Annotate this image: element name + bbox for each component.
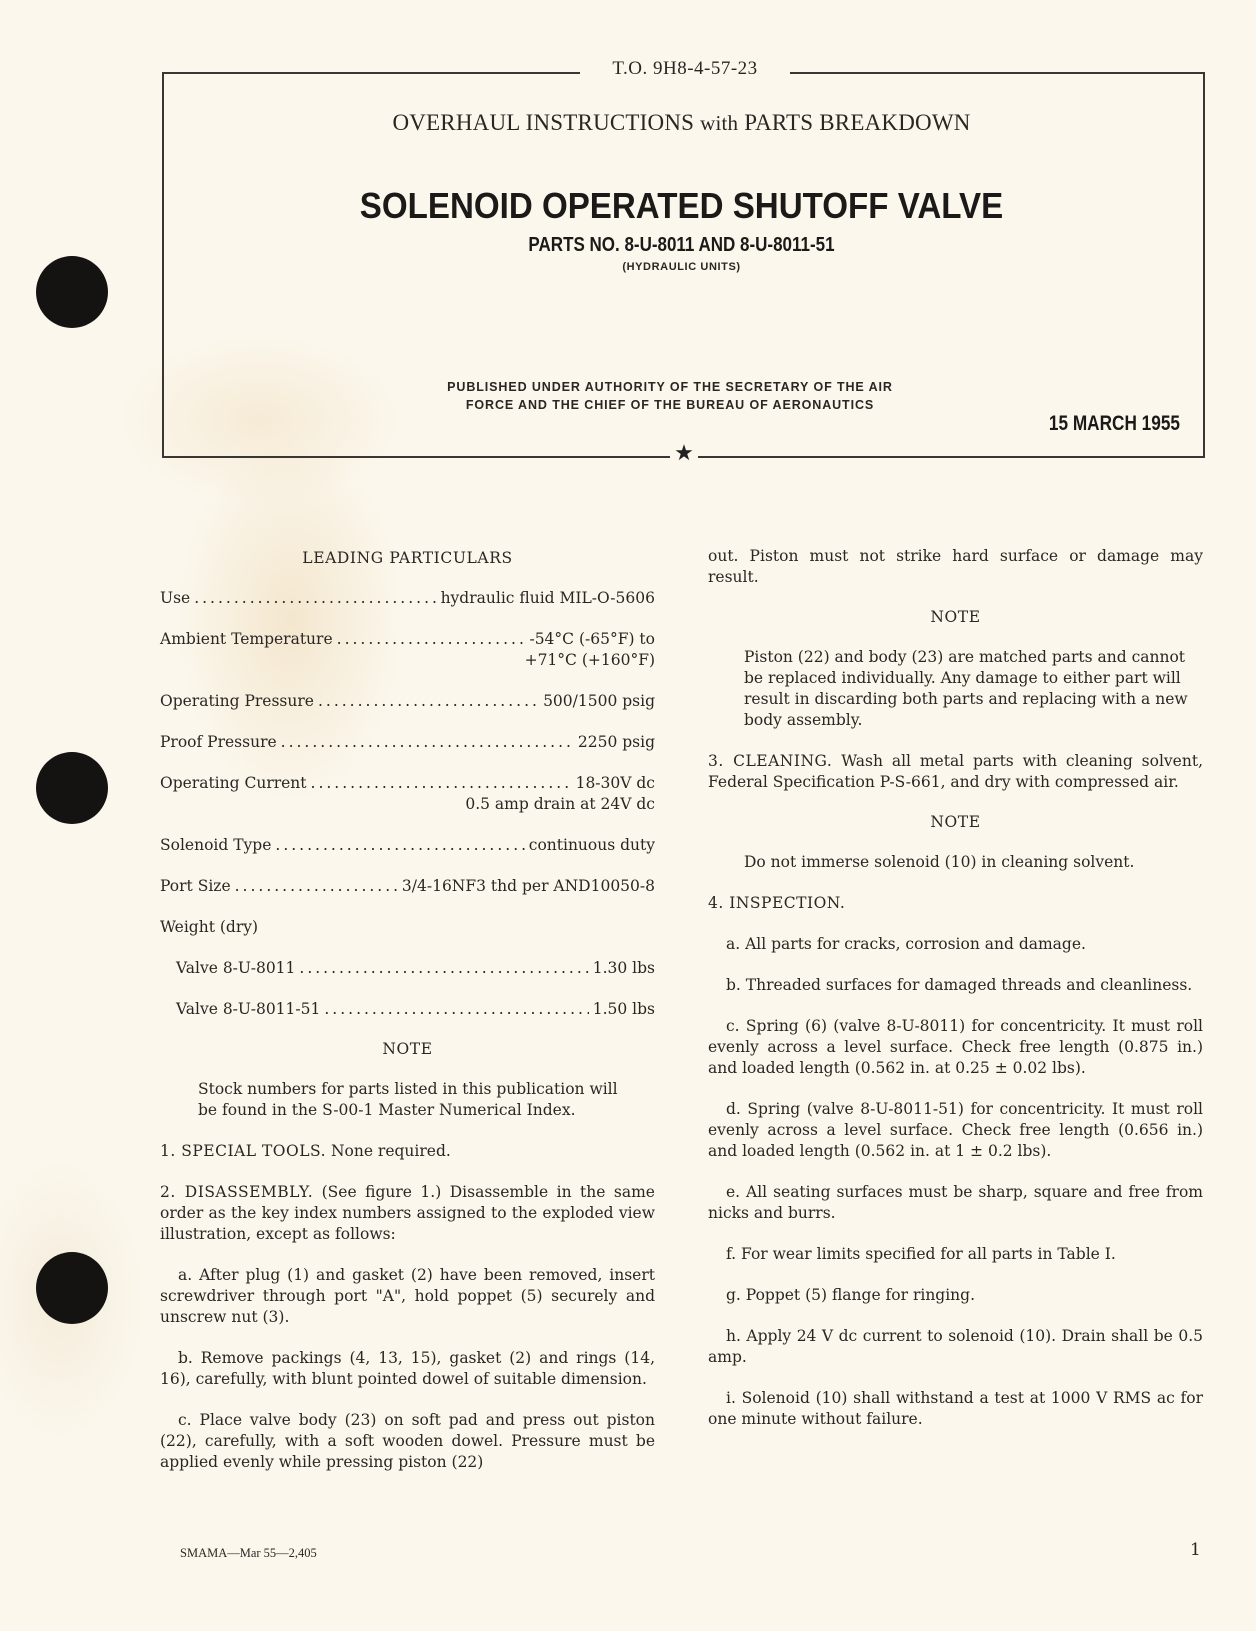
disassembly-step-b: b. Remove packings (4, 13, 15), gasket (2) and rings (14, 16), carefully, with blunt pointed dowel of suitable dimension.	[160, 1349, 655, 1388]
disassembly-step-c-continued: out. Piston must not strike hard surface or damage may result.	[708, 547, 1203, 586]
authority-line-1: PUBLISHED UNDER AUTHORITY OF THE SECRETARY OF THE AIR	[447, 380, 893, 394]
note-heading: NOTE	[930, 608, 981, 626]
authority-statement	[420, 378, 920, 414]
spec-row-ambient-temperature-cont: +71°C (+160°F)	[524, 651, 655, 669]
left-column	[160, 548, 655, 1473]
spec-row-weight-8011: Valve 8-U-8011 ..... 1.30 lbs	[160, 958, 655, 979]
parts-number: PARTS NO. 8-U-8011 AND 8-U-8011-51	[528, 234, 835, 256]
spec-row-proof-pressure: Proof Pressure ..... 2250 psig	[160, 732, 655, 753]
spec-row-use: Use ..... hydraulic fluid MIL-O-5606	[160, 588, 655, 609]
spec-row-operating-pressure: Operating Pressure ..... 500/1500 psig	[160, 691, 655, 712]
inspection-step-b: b. Threaded surfaces for damaged threads and cleanliness.	[726, 976, 1193, 994]
section-special-tools: 1. SPECIAL TOOLS. None required.	[160, 1142, 451, 1160]
note-heading: NOTE	[930, 813, 981, 831]
inspection-step-h: h. Apply 24 V dc current to solenoid (10). Drain shall be 0.5 amp.	[708, 1327, 1203, 1366]
section-cleaning: 3. CLEANING. Wash all metal parts with cleaning solvent, Federal Specification P-S-661, and dry with compressed air.	[708, 752, 1203, 791]
spec-row-solenoid-type: Solenoid Type ..... continuous duty	[160, 835, 655, 856]
inspection-step-c: c. Spring (6) (valve 8-U-8011) for concentricity. It must roll evenly across a level surface. Check free length (0.875 in.) and loaded length (0.562 in. at 0.25 ± 0.02 lbs).	[708, 1017, 1203, 1077]
subtitle: (HYDRAULIC UNITS)	[622, 261, 741, 273]
punch-hole	[36, 752, 108, 824]
spec-row-port-size: Port Size ..... 3/4-16NF3 thd per AND10050-8	[160, 876, 655, 897]
inspection-step-g: g. Poppet (5) flange for ringing.	[726, 1286, 976, 1304]
note-text: Stock numbers for parts listed in this publication will be found in the S-00-1 Master Numerical Index.	[198, 1080, 618, 1119]
leading-particulars-heading: LEADING PARTICULARS	[302, 549, 513, 567]
print-code: SMAMA—Mar 55—2,405	[180, 1546, 317, 1560]
overhaul-title-part1: OVERHAUL INSTRUCTIONS	[392, 110, 695, 135]
spec-row-operating-current-cont: 0.5 amp drain at 24V dc	[465, 795, 655, 813]
note-heading: NOTE	[382, 1040, 433, 1058]
overhaul-title-part2: PARTS BREAKDOWN	[744, 110, 971, 135]
overhaul-title-with: with	[700, 111, 739, 135]
punch-hole	[36, 1252, 108, 1324]
note-text: Do not immerse solenoid (10) in cleaning solvent.	[744, 853, 1135, 871]
spec-row-weight-8011-51: Valve 8-U-8011-51 ..... 1.50 lbs	[160, 999, 655, 1020]
star-icon: ★	[670, 440, 698, 468]
right-column	[708, 546, 1203, 1430]
weight-label: Weight (dry)	[160, 918, 259, 936]
section-disassembly: 2. DISASSEMBLY. (See figure 1.) Disassemble in the same order as the key index numbers assigned to the exploded view illustration, except as follows:	[160, 1183, 655, 1243]
authority-line-2: FORCE AND THE CHIEF OF THE BUREAU OF AERONAUTICS	[465, 398, 875, 412]
inspection-step-e: e. All seating surfaces must be sharp, square and free from nicks and burrs.	[708, 1183, 1203, 1222]
note-text: Piston (22) and body (23) are matched parts and cannot be replaced individually. Any damage to either part will result in discarding both parts and replacing with a new body assembly.	[744, 648, 1188, 729]
technical-order-number: T.O. 9H8-4-57-23	[612, 58, 758, 79]
disassembly-step-c: c. Place valve body (23) on soft pad and press out piston (22), carefully, with a soft wooden dowel. Pressure must be applied evenly while pressing piston (22)	[160, 1411, 655, 1471]
page-number: 1	[1190, 1540, 1201, 1560]
disassembly-step-a: a. After plug (1) and gasket (2) have been removed, insert screwdriver through port "A", hold poppet (5) securely and unscrew nut (3).	[160, 1266, 655, 1326]
publication-date: 15 MARCH 1955	[1048, 412, 1180, 435]
page-title: SOLENOID OPERATED SHUTOFF VALVE	[359, 185, 1004, 226]
inspection-step-d: d. Spring (valve 8-U-8011-51) for concentricity. It must roll evenly across a level surface. Check free length (0.656 in.) and loaded length (0.562 in. at 1 ± 0.2 lbs).	[708, 1100, 1203, 1160]
inspection-step-i: i. Solenoid (10) shall withstand a test at 1000 V RMS ac for one minute without failure.	[708, 1389, 1203, 1428]
inspection-step-f: f. For wear limits specified for all parts in Table I.	[726, 1245, 1116, 1263]
document-type-title	[162, 110, 1201, 136]
spec-row-ambient-temperature: Ambient Temperature ..... -54°C (-65°F) to	[160, 629, 655, 650]
section-inspection: 4. INSPECTION.	[708, 894, 846, 912]
spec-row-operating-current: Operating Current ..... 18-30V dc	[160, 773, 655, 794]
punch-hole	[36, 256, 108, 328]
inspection-step-a: a. All parts for cracks, corrosion and damage.	[726, 935, 1086, 953]
